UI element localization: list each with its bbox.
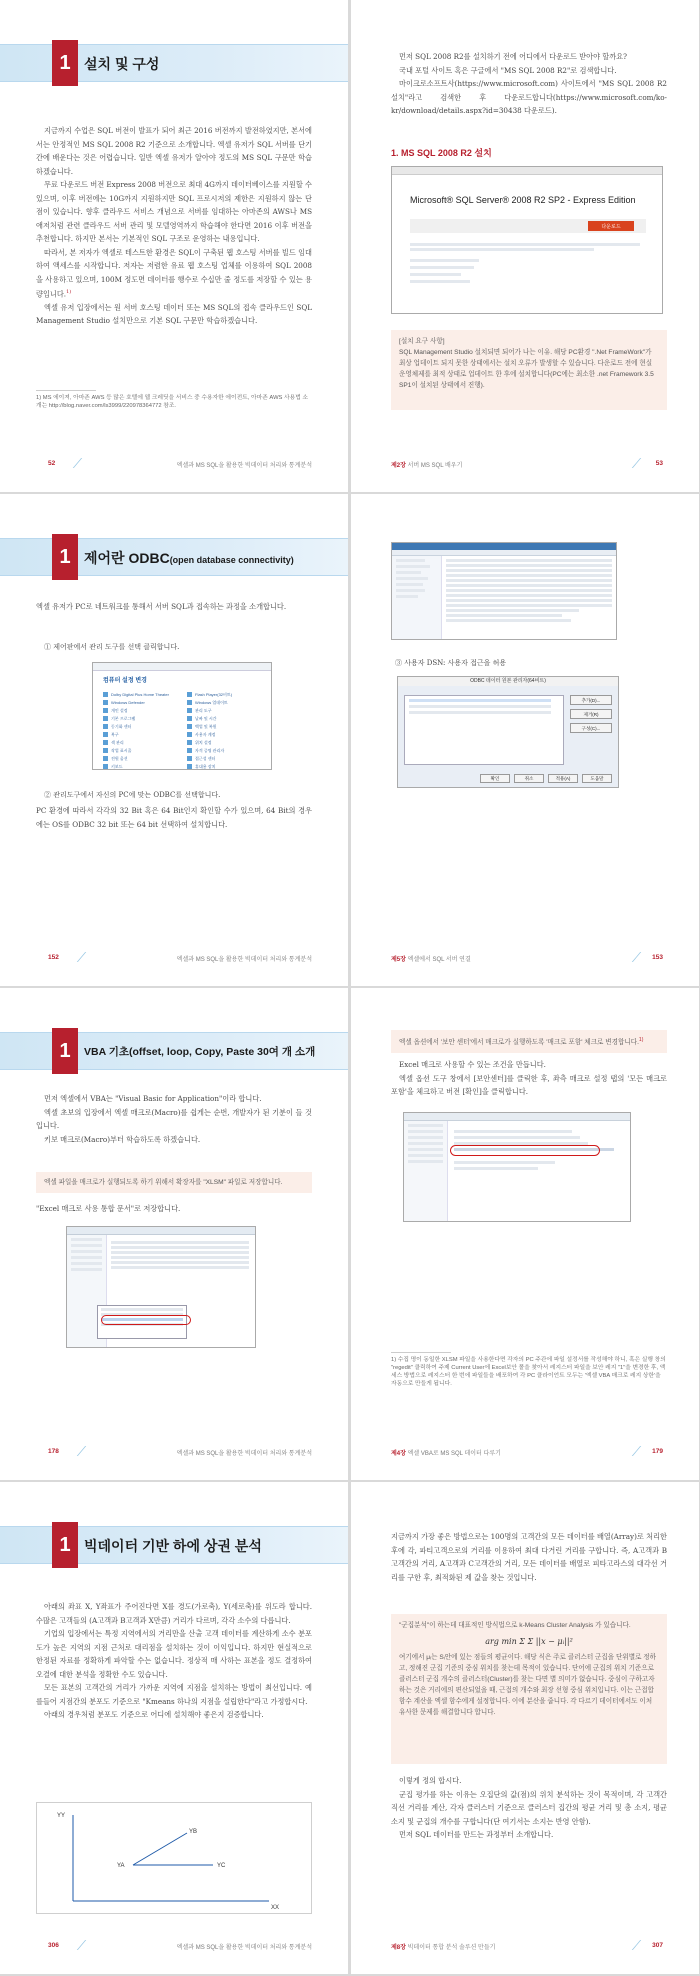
label-yb: YB — [189, 1829, 198, 1835]
label-yc: YC — [217, 1863, 226, 1869]
cp-item[interactable]: 관리 도구 — [187, 708, 261, 714]
highlight-oval — [101, 1315, 191, 1325]
paragraph: 지금까지 가장 좋은 방법으로는 100명의 고객간의 모든 데이터를 배열(Array)로 처리한 후에 각, 파티고객으로의 거리를 이용하여 최대 다거린 거리를 구합니다. 즉, A고객과 B고객간의 거리, A고객과 C고객간의 거리, 모든 데이터를 배열로 피타고라스의 대각선 거리를 구한 후, 최적화된 제 값을 찾는 것입니다. — [391, 1532, 667, 1582]
footer-slash — [619, 952, 641, 962]
page-306 — [0, 1482, 348, 1974]
address-bar — [93, 663, 271, 671]
paragraph: 엑셀 유저 입장에서는 원 서버 호스팅 데이터 또는 MS SQL의 접속 클라우드인 SQL Management Studio 설치만으로 기본 SQL 구문만 학습하겠습니다. — [36, 302, 312, 326]
cp-item[interactable]: 전원 옵션 — [103, 756, 177, 762]
coordinate-svg — [37, 1803, 313, 1915]
dialog-title: ODBC 데이터 원본 관리자(64비트) — [398, 677, 618, 686]
book-title-footer: 엑셀과 MS SQL을 활용한 빅데이터 처리와 통계분석 — [176, 1451, 312, 1457]
nav-pane — [392, 556, 442, 639]
cp-item[interactable]: 자격 증명 관리자 — [187, 748, 261, 754]
footer-slash — [64, 1446, 86, 1456]
chapter-label: 제8장 — [391, 1945, 406, 1951]
body-text — [36, 1092, 312, 1146]
download-button[interactable]: 다운로드 — [588, 221, 634, 231]
footer-slash — [64, 952, 86, 962]
paragraph — [36, 246, 312, 301]
footer-slash — [619, 1940, 641, 1950]
chapter-label: 제2장 — [391, 463, 406, 469]
coordinate-figure — [36, 1802, 312, 1914]
footnote-mark: 1) — [638, 1037, 644, 1043]
cp-items — [93, 688, 271, 770]
cp-title: 컴퓨터 설정 변경 — [103, 678, 147, 684]
dsn-footer-button[interactable]: 적용(A) — [548, 774, 578, 783]
paragraph: 키보 매크로(Macro)부터 학습하도록 하겠습니다. — [44, 1134, 201, 1144]
note-head: "군집분석"이 하는데 대표적인 방식법으로 k-Means Cluster Analysis 가 있습니다. — [399, 1622, 631, 1629]
browser-bar — [392, 167, 662, 175]
cp-item[interactable]: 백업 및 복원 — [187, 724, 261, 730]
paragraph: 무료 다운로드 버전 Express 2008 버전으로 최대 4G까지 데이터베이스를 지원할 수 있으며, 이후 버전에는 10G까지 지원하지만 SQL 프로시저의 제한은 지원하지 않는 단점이 있습니다. 향후 클라우드 서비스 개념으로 서버를 임대하는 아마존의 AWS나 MS 애저처럼 관련 클라우드 서버 관리 및 모델영역까지 학습해야 한다면 2016 이후 버전을 추천합니다. 하지만 본서는 기본적인 SQL 구조로 운영하는 내용입니다. — [36, 180, 312, 243]
page-179 — [351, 988, 699, 1480]
page-footer — [351, 954, 699, 964]
file-list — [446, 557, 612, 624]
cp-item[interactable]: 휴대용 장치 — [187, 764, 261, 770]
label-ya: YA — [117, 1863, 125, 1869]
description-lines — [410, 241, 640, 287]
cp-item[interactable]: 기본 프로그램 — [103, 716, 177, 722]
page-number: 153 — [652, 954, 663, 961]
dsn-footer-button[interactable]: 도움말 — [582, 774, 612, 783]
chapter-label: 제4장 — [391, 1451, 406, 1457]
note-box: 엑셀 파일을 매크로가 실행되도록 하기 위해서 확장자를 "XLSM" 파일로 저장합니다. — [36, 1172, 312, 1193]
chapter-title: 서버 MS SQL 배우기 — [407, 463, 463, 469]
section-title — [84, 548, 294, 568]
footnote-rule — [36, 390, 96, 391]
page-footer — [351, 1942, 699, 1952]
page-footer — [0, 460, 348, 470]
note-box — [391, 1030, 667, 1053]
dsn-footer-button[interactable]: 확인 — [480, 774, 510, 783]
page-307 — [351, 1482, 699, 1974]
page-footer — [351, 1448, 699, 1458]
cp-item[interactable]: 복구 — [103, 732, 177, 738]
paragraph-text: 따라서, 본 저자가 엑셀로 테스트한 환경은 SQL이 구축된 웹 호스팅 서버를 빌드 임대하여 액세스를 시작합니다. 저자는 저렴한 유료 웹 호스팅 업체를 이용하여 SQL 2008을 사용하고 있으며, 100M 정도면 데이터를 행수로 수십만 줄 정도를 저장할 수 있는 용량입니다. — [36, 247, 312, 299]
paragraph: 먼저 SQL 2008 R2를 설치하기 전에 어디에서 다운로드 받아야 할까요? — [399, 52, 627, 61]
section-title: VBA 기초(offset, loop, Copy, Paste 30여 개 소개 — [84, 1046, 316, 1058]
cp-item[interactable]: Windows Defender — [103, 700, 177, 706]
cp-item[interactable]: 개인 설정 — [103, 708, 177, 714]
chapter-title: 엑셀에서 SQL 서버 연결 — [407, 957, 471, 963]
page-footer — [0, 1448, 348, 1458]
paragraph: 군집 평가를 하는 이유는 오집단의 값(점)의 위치 분석하는 것이 목적이며, 각 고객간 직선 거리를 계산, 각자 클러스터 기준으로 클러스터 집간의 평균 거리 및 총 소지, 평균 소지 및 군집의 개수를 구합니다(단 여기서는 소지는 반영 안함). — [391, 1789, 667, 1826]
paragraph: 엑셀 초보의 입장에서 엑셀 매크로(Macro)를 쉽게는 순번, 개발자가 된 기분이 들 것입니다. — [36, 1107, 312, 1130]
cp-item[interactable]: 키보드 — [103, 764, 177, 770]
paragraph: PC 환경에 따라서 각각의 32 Bit 혹은 64 Bit인지 확인할 수가 있으며, 64 Bit의 경우에는 OS를 ODBC 32 bit 또는 64 bit 선택하여 설치합니다. — [36, 806, 312, 829]
page-number: 53 — [655, 460, 663, 467]
page-52 — [0, 0, 348, 492]
footnote-rule — [391, 1352, 451, 1353]
paragraph: 이렇게 정의 합시다. — [399, 1776, 462, 1785]
page-footer — [351, 460, 699, 470]
cp-item[interactable]: Dolby Digital Plus Home Theater — [103, 692, 177, 698]
cp-item[interactable]: 작업 표시줄 — [103, 748, 177, 754]
body-text — [391, 50, 667, 118]
paragraph: 기업의 입장에서는 특정 지역에서의 거리만을 산출 고객 데이터를 계산하게 소수 분포도가 높은 지역의 지점 근처로 대리점을 설치하는 것이 이익입니다. 하지만 현실적으로 한정된 자료를 정확하게 파악할 수는 없습니다. 정상적 매 사하는 표본을 정도 결정하여 오결에 대한 분석을 정확한 수도 있습니다. — [36, 1629, 312, 1679]
step-1: ① 제어판에서 관리 도구를 선택 클릭합니다. — [44, 643, 180, 651]
step-2: ② 관리도구에서 자신의 PC에 맞는 ODBC를 선택합니다. — [44, 791, 221, 799]
dsn-buttons — [570, 695, 612, 737]
paragraph: 국내 포털 사이트 혹은 구글에서 "MS SQL 2008 R2"로 검색합니다. — [399, 65, 617, 75]
footer-slash — [619, 1446, 641, 1456]
trust-center-screenshot — [403, 1112, 631, 1222]
paragraph: Excel 매크로 사용할 수 있는 조건을 만듭니다. — [399, 1060, 546, 1069]
book-title-footer: 엑셀과 MS SQL을 활용한 빅데이터 처리와 통계분석 — [176, 957, 312, 963]
dialog-titlebar — [404, 1113, 630, 1121]
title-main: 제어란 ODBC — [84, 550, 170, 566]
section-number: 1 — [52, 1028, 78, 1074]
cp-item[interactable]: 위치 설정 — [187, 740, 261, 746]
page-number: 52 — [48, 460, 56, 467]
page-number: 179 — [652, 1448, 663, 1455]
paragraph: "Excel 매크로 사용 통합 문서"로 저장합니다. — [36, 1204, 181, 1213]
note-text: 엑셀 옵션에서 '보안 센터'에서 매크로가 실행하도록 '매크로 포함' 체크로 변경합니다. — [399, 1039, 639, 1047]
cp-item[interactable]: 날짜 및 시간 — [187, 716, 261, 722]
body-text — [36, 1600, 312, 1722]
page-number: 306 — [48, 1942, 59, 1949]
body-text — [391, 1058, 667, 1099]
subsection-heading: 1. MS SQL 2008 R2 설치 — [391, 148, 492, 158]
page-number: 152 — [48, 954, 59, 961]
paragraph: 모든 표본의 고객간의 거리가 가까운 지역에 지점을 설치하는 방법이 최선입니다. 예를들어 지점간의 분포도 기준으로 "Kmeans 하나의 지점을 설립한다"라고 가정합시다. — [36, 1683, 312, 1706]
page-53 — [351, 0, 699, 492]
chapter-footer — [391, 1448, 501, 1457]
paragraph: 아래의 경우처럼 분포도 기준으로 어디에 설치해야 좋은지 검증합니다. — [44, 1710, 264, 1719]
page-153 — [351, 494, 699, 986]
step-3: ③ 사용자 DSN: 사용자 접근을 허용 — [395, 659, 507, 667]
title-sub: (open database connectivity) — [169, 555, 294, 565]
section-number: 1 — [52, 40, 78, 86]
dsn-side-button[interactable]: 구성(C)... — [570, 723, 612, 733]
dsn-side-button[interactable]: 추가(D)... — [570, 695, 612, 705]
cp-item[interactable]: 접근성 센터 — [187, 756, 261, 762]
section-title: 설치 및 구성 — [84, 56, 160, 72]
page-footer — [0, 954, 348, 964]
chapter-title: 빅데이터 통합 분석 솔루션 만들기 — [407, 1945, 496, 1951]
book-title-footer: 엑셀과 MS SQL을 활용한 빅데이터 처리와 통계분석 — [176, 463, 312, 469]
file-list — [111, 1239, 249, 1271]
body-text — [36, 124, 312, 328]
section-number: 1 — [52, 534, 78, 580]
kmeans-formula: arg min Σ Σ ||x − μᵢ||² — [485, 1637, 573, 1646]
admin-tools-screenshot — [391, 542, 617, 640]
section-number: 1 — [52, 1522, 78, 1568]
chapter-footer — [391, 954, 471, 963]
note-body: SQL Management Studio 설치되면 되어가 나는 이유. 해당 PC환경 ".Net FrameWork"가 최상 업데이트 되지 못한 상태에서는 설치 오류가 발생할 수 있습니다. 다운로드 전에 현실 운영체제를 최적 상태로 업데이트 한 후에 설치합니다(PC에는 최소한 .net Framework 3.5 SP1이 설치된 상태에서 진행). — [399, 349, 654, 389]
download-page-screenshot — [391, 166, 663, 314]
dialog-footer-buttons — [480, 774, 612, 783]
footer-slash — [64, 1940, 86, 1950]
label-xx: XX — [271, 1905, 280, 1911]
chapter-label: 제5장 — [391, 957, 406, 963]
chapter-title: 엑셀 VBA로 MS SQL 데이터 다루기 — [407, 1451, 501, 1457]
cp-item[interactable]: 사용자 계정 — [187, 732, 261, 738]
product-title: Microsoft® SQL Server® 2008 R2 SP2 - Express Edition — [410, 195, 636, 205]
paragraph: 엑셀 유저가 PC로 네트워크를 통해서 서버 SQL과 접속하는 과정을 소개합니다. — [36, 602, 287, 611]
footnote: 1) MS 에이져, 아마존 AWS 등 많은 호텔에 웹 크레딧을 서비스 중 수용자한 에이전트, 아마존 AWS 사용법 소개는 http://blog.naver.com/ls3999/220978364772 참조. — [36, 395, 309, 409]
dsn-dialog-screenshot — [397, 676, 619, 788]
paragraph: 지금까지 수업은 SQL 버전이 발표가 되어 최근 2016 버전까지 발전하였지만, 본서에서는 안정적인 MS SQL 2008 R2 기준으로 소개합니다. 엑셀 유저가 SQL 서버를 단기간에 배운다는 것은 어렵습니다. 일반 엑셀 유저가 알아야 정도의 MS SQL 구문만 학습하겠습니다. — [36, 126, 312, 176]
footer-slash — [60, 458, 82, 468]
cp-item[interactable]: 동기화 센터 — [103, 724, 177, 730]
dsn-list[interactable] — [404, 695, 564, 765]
cp-item[interactable]: Flash Player(32비트) — [187, 692, 261, 698]
book-title-footer: 엑셀과 MS SQL을 활용한 빅데이터 처리와 통계분석 — [176, 1945, 312, 1951]
paragraph: 먼저 SQL 데이터를 만드는 과정부터 소개합니다. — [399, 1830, 554, 1839]
page-footer — [0, 1942, 348, 1952]
paragraph: 먼저 엑셀에서 VBA는 "Visual Basic for Application"이라 합니다. — [44, 1094, 262, 1103]
paragraph: 엑셀 옵션 도구 창에서 [보안센터]를 클릭한 후, 좌측 매크로 설정 탭의 '모든 매크로 포함'을 체크하고 버전 [확인]을 클릭합니다. — [391, 1073, 667, 1096]
highlight-oval — [450, 1145, 600, 1156]
body-text — [391, 1774, 667, 1842]
footer-slash — [619, 458, 641, 468]
note-body: 여기에서 μᵢ는 Sᵢ안에 있는 점들의 평균이다. 해당 식은 주로 클러스터 군집을 단위별로 정하고, 정해진 군집 기준의 중심 위치를 찾는데 목적이 있습니다. 단어에 군집의 위치 기준으로 클러스터 군집 개수의 클러스터(Cluster)를 찾는 다면 별 의미가 없습니다. 중심이 구하고자 하는 것은 거리에의 편산되었을 때, 근접의 개수와 최장 선형 중심 위치입니다. 이는 근접합 함수 계산을 엑셀 함수에게 설정합니다. 이에 분산을 줍니다. 각 다르기 데이터에서도 이처 유사한 문제를 해결합니다 합니다. — [399, 1654, 657, 1716]
dsn-side-button[interactable]: 제거(R) — [570, 709, 612, 719]
page-number: 307 — [652, 1942, 663, 1949]
control-panel-screenshot — [92, 662, 272, 770]
label-yy: YY — [57, 1813, 66, 1819]
paragraph: 마이크로소프트사(https://www.microsoft.com) 사이트에서 "MS SQL 2008 R2 설치"라고 검색한 후 다운로드합니다(https://www.microsoft.com/ko-kr/download/details.aspx?id=30438 다운로드). — [391, 79, 667, 115]
kmeans-note — [391, 1614, 667, 1764]
chapter-footer — [391, 1942, 495, 1951]
save-dialog-screenshot — [66, 1226, 256, 1348]
section-title: 빅데이터 기반 하에 상권 분석 — [84, 1538, 262, 1554]
dialog-titlebar — [67, 1227, 255, 1235]
page-number: 178 — [48, 1448, 59, 1455]
page-178 — [0, 988, 348, 1480]
page-152 — [0, 494, 348, 986]
paragraph: 아래의 좌표 X, Y좌표가 주어진다면 X를 경도(가로축), Y(세로축)를 위도라 합니다. 수많은 고객들의 (A고객과 B고객과 X만큼) 거리가 다르며, 각각 소수의 다릅니다. — [36, 1602, 312, 1625]
dsn-footer-button[interactable]: 취소 — [514, 774, 544, 783]
settings-nav — [404, 1121, 448, 1221]
note-title: [설치 요구 사항] — [399, 338, 445, 345]
footnote: 1) 수집 명이 동일한 XLSM 파일을 사용한다면 각자의 PC 주관에 파일 설정서를 작성해야 하니, 혹은 실행 창의 "regedit" 클릭하여 주제 Current User에 Excel보안 폴을 찾아서 레지스터 파일을 보안 레지 "1"을 변경한 후, 액세스 방법으로 레지스터 한 번에 파일들을 배포하여 각 PC 클라이언트 모두는 '엑셀 VBA 매크로 레지 상한'을 자동으로 만들게 됩니다. — [391, 1357, 666, 1387]
chapter-footer — [391, 460, 462, 469]
cp-item[interactable]: Windows 업데이트 — [187, 700, 261, 706]
footnote-mark: 1) — [66, 289, 72, 295]
window-titlebar — [392, 543, 616, 550]
line-ya-yb — [133, 1833, 187, 1865]
requirements-note — [391, 330, 667, 410]
cp-item[interactable]: 색 관리 — [103, 740, 177, 746]
